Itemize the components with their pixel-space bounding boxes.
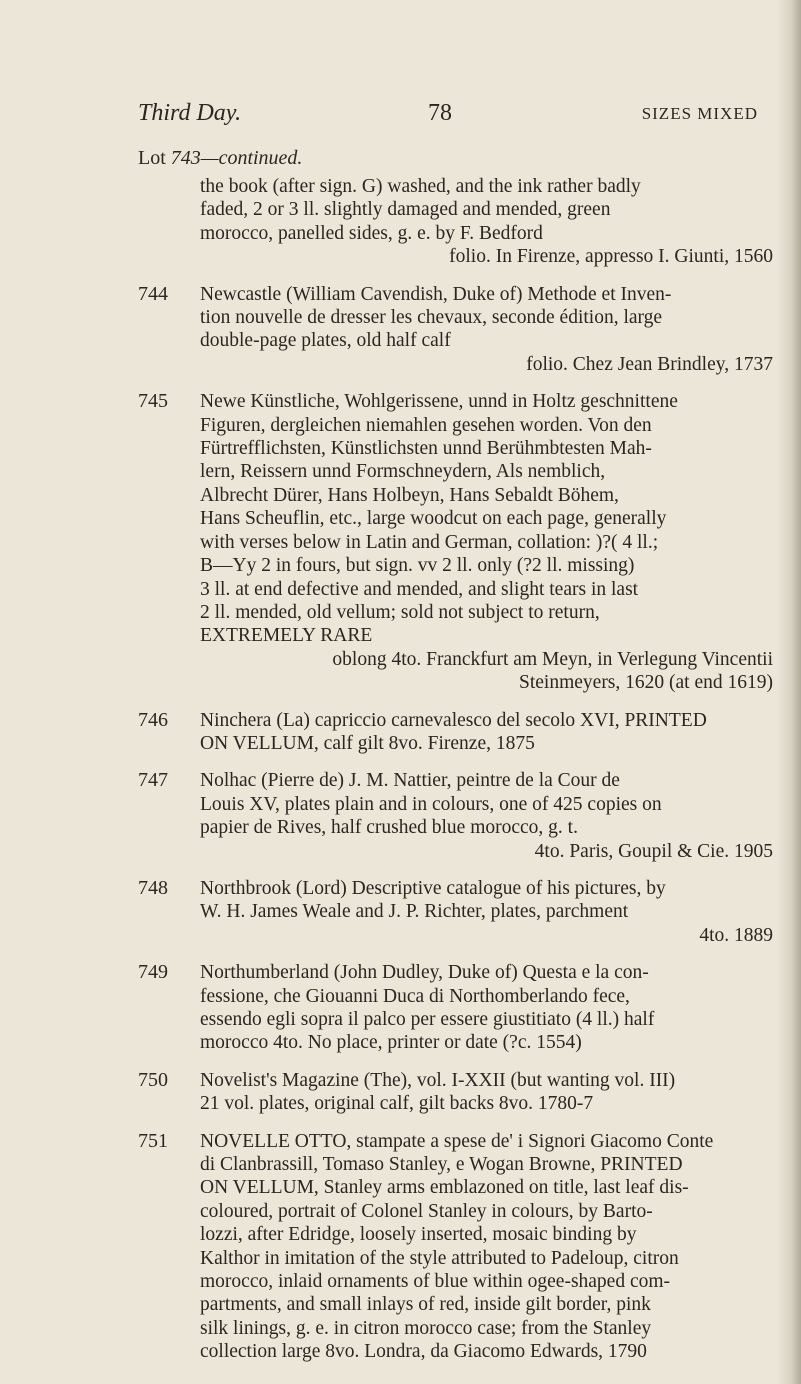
- entry-line: papier de Rives, half crushed blue morocco, g. t.: [200, 817, 578, 839]
- entry-line: Kalthor in imitation of the style attributed to Padeloup, citron: [200, 1247, 679, 1269]
- catalogue-entry: [138, 709, 773, 756]
- entry-line: di Clanbrassill, Tomaso Stanley, e Wogan Browne, PRINTED: [200, 1154, 683, 1176]
- entry-line: Ninchera (La) capriccio carnevalesco del secolo XVI, PRINTED: [200, 709, 707, 731]
- entry-line: 4to. 1889: [699, 924, 773, 946]
- entry-line: Northumberland (John Dudley, Duke of) Questa e la con-: [200, 962, 649, 984]
- entry-line: lern, Reissern unnd Formschneydern, Als nemblich,: [200, 461, 606, 483]
- entry-line: 4to. Paris, Goupil & Cie. 1905: [534, 840, 773, 862]
- entry-line: faded, 2 or 3 ll. slightly damaged and mended, green: [200, 199, 611, 221]
- entry-line: B—Yy 2 in fours, but sign. vv 2 ll. only (?2 ll. missing): [200, 555, 635, 577]
- entry-line: 3 ll. at end defective and mended, and slight tears in last: [200, 578, 639, 600]
- entry-line: 2 ll. mended, old vellum; sold not subject to return,: [200, 601, 600, 623]
- catalogue-entry: [138, 1069, 773, 1116]
- lot-heading: [138, 147, 773, 173]
- entry-line: essendo egli sopra il palco per essere giustitiato (4 ll.) half: [200, 1009, 655, 1030]
- catalogue-body: [138, 147, 773, 1364]
- entry-line: morocco, inlaid ornaments of blue within ogee-shaped com-: [200, 1271, 671, 1293]
- lot-label: Lot: [138, 147, 166, 169]
- catalogue-entry: [138, 390, 773, 694]
- page-header: [138, 100, 758, 130]
- page-number: 78: [428, 100, 452, 126]
- lot-number: 750: [138, 1068, 168, 1091]
- entry-line: morocco 4to. No place, printer or date (?c. 1554): [200, 1032, 582, 1054]
- entry-line: folio. Chez Jean Brindley, 1737: [526, 353, 773, 375]
- entry-line: Novelist's Magazine (The), vol. I-XXII (but wanting vol. III): [200, 1069, 676, 1091]
- entry-line: collection large 8vo. Londra, da Giacomo Edwards, 1790: [200, 1341, 647, 1363]
- lot-number: 747: [138, 769, 168, 792]
- entry-line: morocco, panelled sides, g. e. by F. Bedford: [200, 222, 543, 244]
- entry-line: Albrecht Dürer, Hans Holbeyn, Hans Sebaldt Böhem,: [200, 484, 619, 506]
- catalogue-entry: [138, 283, 773, 377]
- catalogue-entry: [138, 961, 773, 1055]
- entry-line: fessione, che Giouanni Duca di Northomberlando fece,: [200, 985, 630, 1007]
- entry-line: ON VELLUM, calf gilt 8vo. Firenze, 1875: [200, 732, 535, 754]
- entry-line: ON VELLUM, Stanley arms emblazoned on title, last leaf dis-: [200, 1177, 689, 1199]
- entry-line: folio. In Firenze, appresso I. Giunti, 1560: [449, 246, 773, 268]
- catalogue-entry: [138, 175, 773, 269]
- entry-line: silk linings, g. e. in citron morocco case; from the Stanley: [200, 1317, 652, 1339]
- entry-line: Nolhac (Pierre de) J. M. Nattier, peintre de la Cour de: [200, 770, 620, 792]
- entry-line: lozzi, after Edridge, loosely inserted, mosaic binding by: [200, 1224, 637, 1246]
- page-edge-shadow: [777, 0, 801, 1384]
- lot-continued: 743—continued.: [170, 147, 303, 169]
- catalogue-entry: [138, 769, 773, 863]
- catalogue-entry: [138, 1130, 773, 1364]
- entry-line: Hans Scheuflin, etc., large woodcut on each page, generally: [200, 508, 667, 530]
- lot-number: 746: [138, 708, 168, 731]
- lot-number: 748: [138, 876, 168, 899]
- lot-number: 744: [138, 282, 168, 305]
- running-head-day: Third Day.: [138, 100, 242, 126]
- entry-line: double-page plates, old half calf: [200, 330, 451, 352]
- entry-line: NOVELLE OTTO, stampate a spese de' i Signori Giacomo Conte: [200, 1130, 714, 1152]
- entry-line: Fürtrefflichsten, Künstlichsten unnd Berühmbtesten Mah-: [200, 438, 652, 460]
- entry-line: W. H. James Weale and J. P. Richter, plates, parchment: [200, 901, 629, 923]
- entry-line: Northbrook (Lord) Descriptive catalogue of his pictures, by: [200, 877, 666, 899]
- entry-line: Figuren, dergleichen niemahlen gesehen worden. Von den: [200, 414, 652, 436]
- entry-line: the book (after sign. G) washed, and the ink rather badly: [200, 176, 641, 197]
- lot-number: 751: [138, 1129, 168, 1152]
- entry-line: Louis XV, plates plain and in colours, one of 425 copies on: [200, 793, 662, 815]
- lot-number: 745: [138, 390, 168, 413]
- lot-number: 749: [138, 961, 168, 984]
- entry-line: 21 vol. plates, original calf, gilt backs 8vo. 1780-7: [200, 1093, 594, 1115]
- entry-line: tion nouvelle de dresser les chevaux, seconde édition, large: [200, 307, 663, 329]
- entry-line: Newe Künstliche, Wohlgerissene, unnd in Holtz geschnittene: [200, 391, 678, 413]
- entry-line: partments, and small inlays of red, inside gilt border, pink: [200, 1294, 651, 1316]
- entry-list: [138, 175, 773, 1364]
- catalogue-entry: [138, 877, 773, 947]
- entry-line: Newcastle (William Cavendish, Duke of) Methode et Inven-: [200, 283, 672, 305]
- running-head-section: SIZES MIXED: [641, 104, 758, 123]
- entry-line: EXTREMELY RARE: [200, 625, 373, 647]
- entry-line: oblong 4to. Franckfurt am Meyn, in Verlegung Vincentii: [332, 648, 773, 670]
- entry-line: coloured, portrait of Colonel Stanley in colours, by Barto-: [200, 1200, 653, 1222]
- entry-line: with verses below in Latin and German, collation: )?( 4 ll.;: [200, 531, 659, 553]
- entry-line: Steinmeyers, 1620 (at end 1619): [519, 672, 773, 694]
